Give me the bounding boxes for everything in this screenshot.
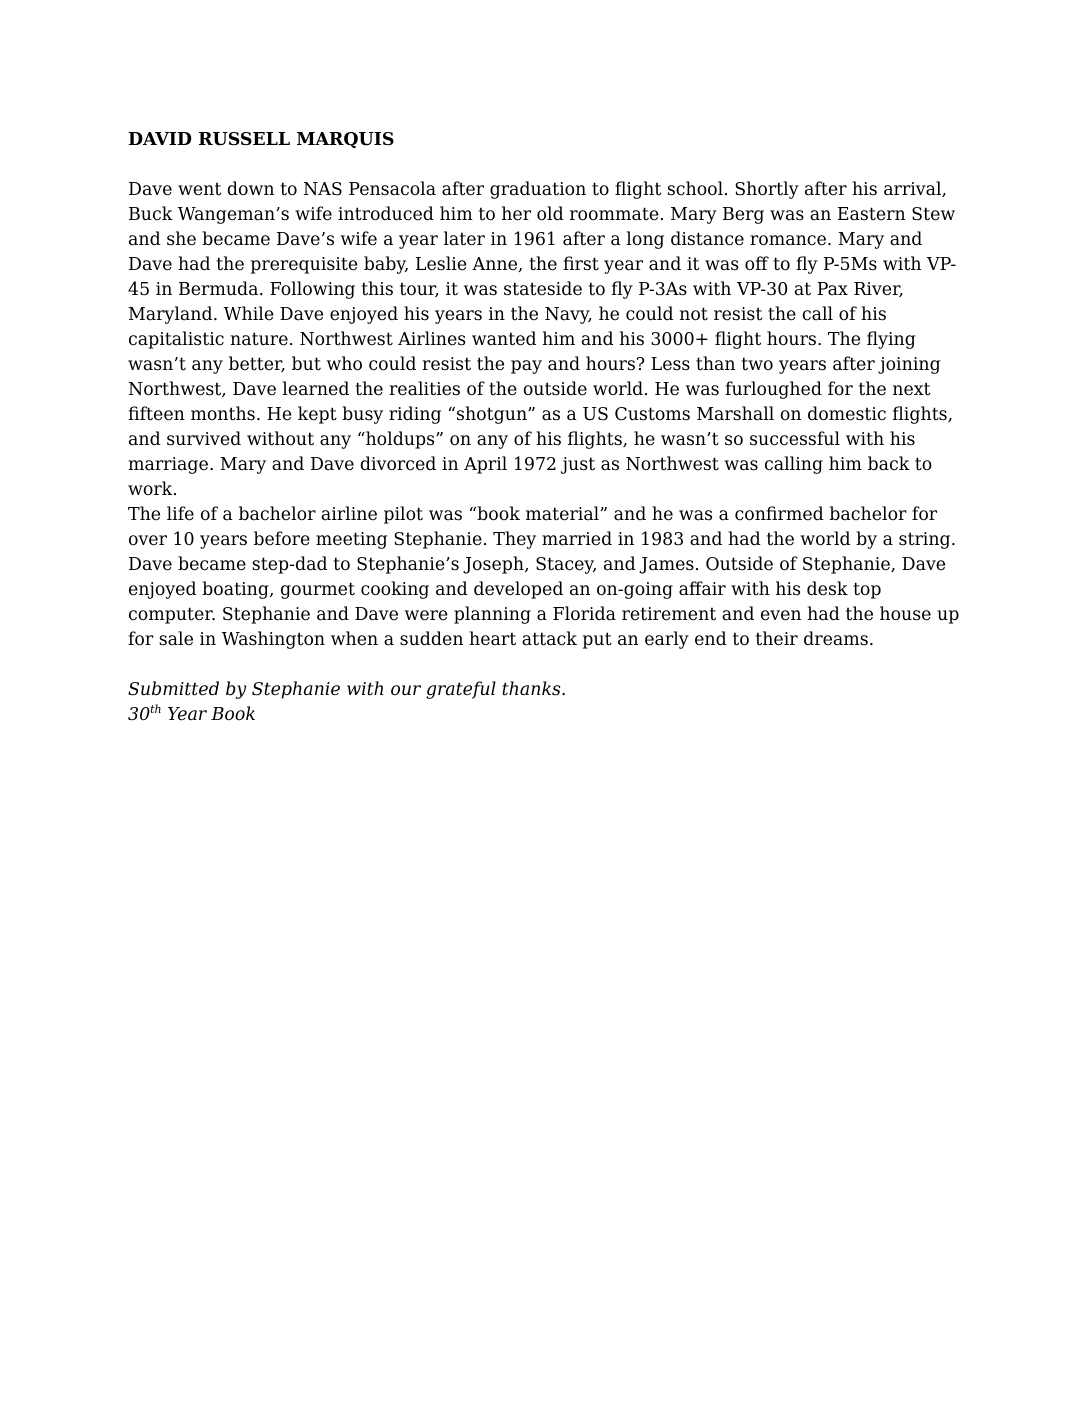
spacer	[128, 153, 968, 178]
year-book-label: Year Book	[161, 705, 256, 725]
paragraph-2: The life of a bachelor airline pilot was “book material” and he was a confirmed bachelor for over 10 years before meeting Stephanie. They married in 1983 and had the world by a string. Dave became step-dad to Stephanie’s Joseph, Stacey, and James. Outside of Stephanie, Dave enjoyed boating, gourmet cooking and developed an on-going affair with his desk top computer. Stephanie and Dave were planning a Florida retirement and even had the house up for sale in Washington when a sudden heart attack put an early end to their dreams.	[128, 505, 960, 650]
document-title: DAVID RUSSELL MARQUIS	[128, 130, 395, 150]
year-number: 30	[128, 705, 151, 725]
signoff-year-book	[128, 703, 968, 728]
signoff-submitted-by: Submitted by Stephanie with our grateful thanks.	[128, 680, 567, 700]
document-body	[128, 128, 968, 728]
paragraph-1: Dave went down to NAS Pensacola after graduation to flight school. Shortly after his arrival, Buck Wangeman’s wife introduced him to her old roommate. Mary Berg was an Eastern Stew and she became Dave’s wife a year later in 1961 after a long distance romance. Mary and Dave had the prerequisite baby, Leslie Anne, the first year and it was off to fly P-5Ms with VP-45 in Bermuda. Following this tour, it was stateside to fly P-3As with VP-30 at Pax River, Maryland. While Dave enjoyed his years in the Navy, he could not resist the call of his capitalistic nature. Northwest Airlines wanted him and his 3000+ flight hours. The flying wasn’t any better, but who could resist the pay and hours? Less than two years after joining Northwest, Dave learned the realities of the outside world. He was furloughed for the next fifteen months. He kept busy riding “shotgun” as a US Customs Marshall on domestic flights, and survived without any “holdups” on any of his flights, he wasn’t so successful with his marriage. Mary and Dave divorced in April 1972 just as Northwest was calling him back to work.	[128, 180, 957, 500]
spacer	[128, 653, 968, 678]
ordinal-suffix: th	[150, 703, 162, 717]
